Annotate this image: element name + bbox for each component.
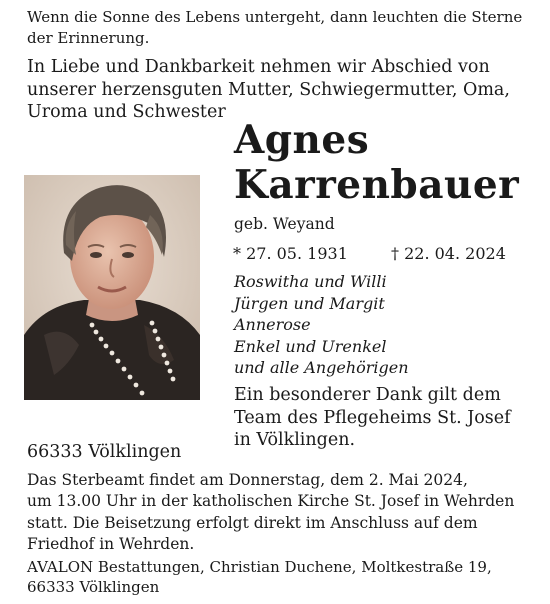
birth-date: * 27. 05. 1931 bbox=[233, 244, 348, 263]
maiden-name: geb. Weyand bbox=[234, 215, 335, 233]
portrait-photo bbox=[24, 175, 200, 400]
intro-line: unserer herzensguten Mutter, Schwiegermutter, Oma, bbox=[27, 79, 510, 100]
details-line: Das Sterbeamt findet am Donnerstag, dem 2. Mai 2024, bbox=[27, 471, 468, 489]
thanks-line: Team des Pflegeheims St. Josef bbox=[234, 407, 511, 428]
thanks-line: Ein besonderer Dank gilt dem bbox=[234, 385, 501, 405]
undertaker-line: AVALON Bestattungen, Christian Duchene, Moltkestraße 19, bbox=[27, 558, 492, 576]
mourners-list bbox=[234, 271, 409, 379]
details-line: statt. Die Beisetzung erfolgt direkt im Anschluss auf dem bbox=[27, 513, 478, 532]
city-line: 66333 Völklingen bbox=[27, 442, 182, 462]
mourner-line: Jürgen und Margit bbox=[234, 293, 385, 313]
mourner-line: Annerose bbox=[234, 315, 311, 334]
mourner-line: und alle Angehörigen bbox=[234, 358, 409, 377]
details-line: um 13.00 Uhr in der katholischen Kirche St. Josef in Wehrden bbox=[27, 492, 515, 511]
undertaker-line: 66333 Völklingen bbox=[27, 578, 160, 596]
intro-line: Uroma und Schwester bbox=[27, 102, 226, 122]
mourner-line: Enkel und Urenkel bbox=[234, 336, 387, 356]
first-name: Agnes bbox=[234, 117, 370, 163]
death-date: † 22. 04. 2024 bbox=[391, 244, 506, 263]
quote-line: der Erinnerung. bbox=[27, 29, 150, 47]
last-name: Karrenbauer bbox=[234, 162, 520, 208]
thanks-line: in Völklingen. bbox=[234, 430, 356, 450]
life-dates bbox=[233, 244, 523, 263]
intro-text bbox=[27, 56, 527, 124]
opening-quote bbox=[27, 7, 527, 49]
deceased-name bbox=[234, 118, 519, 208]
thanks-note bbox=[234, 384, 511, 452]
mourner-line: Roswitha und Willi bbox=[234, 272, 387, 291]
quote-line: Wenn die Sonne des Lebens untergeht, dann leuchten die Sterne bbox=[27, 8, 523, 26]
service-details bbox=[27, 470, 527, 555]
details-line: Friedhof in Wehrden. bbox=[27, 534, 195, 553]
undertaker-info bbox=[27, 557, 527, 597]
intro-line: In Liebe und Dankbarkeit nehmen wir Abschied von bbox=[27, 57, 490, 77]
